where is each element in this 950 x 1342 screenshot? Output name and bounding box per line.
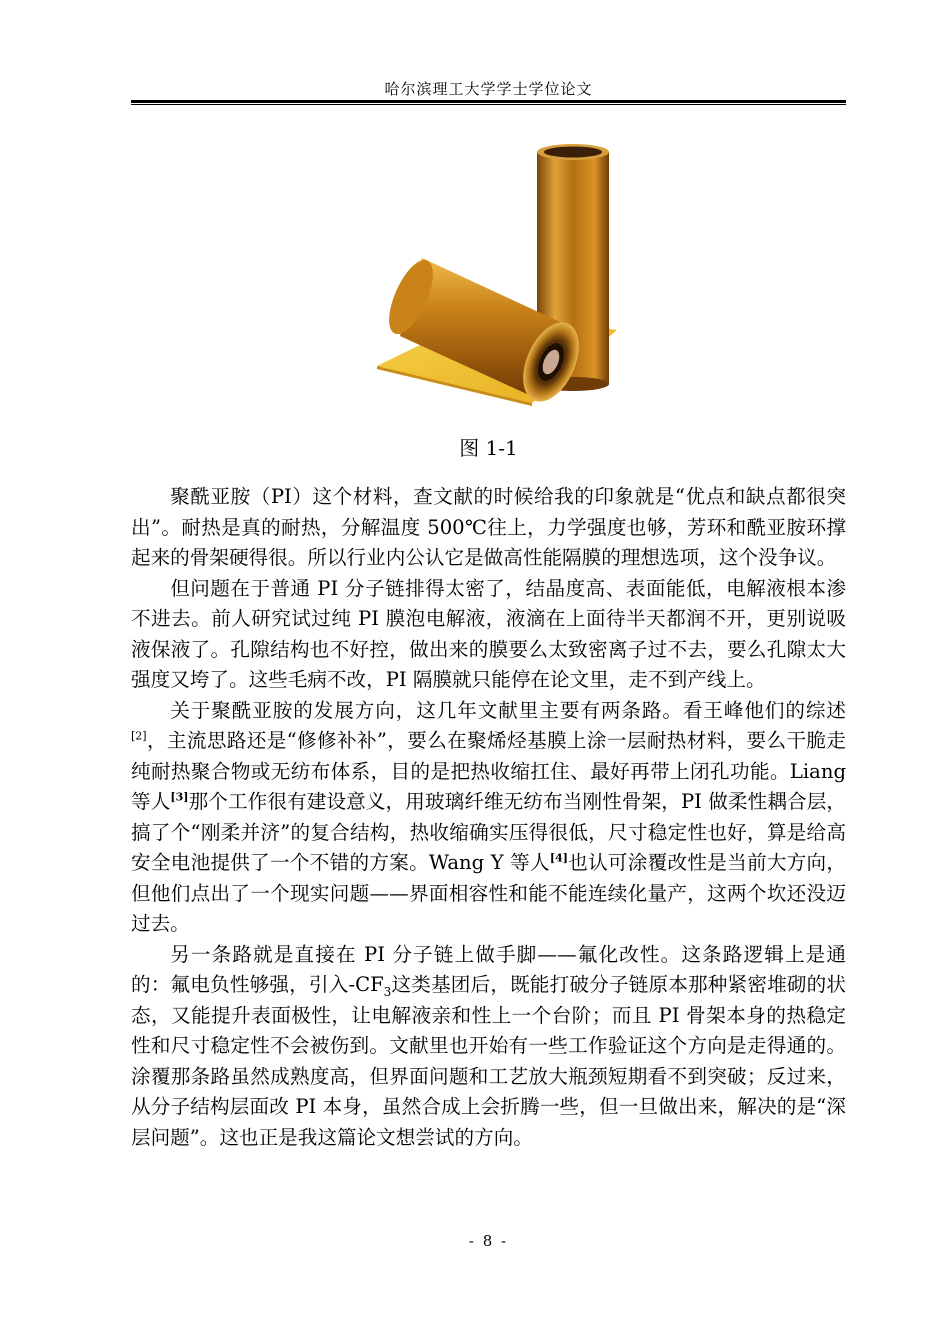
paragraph-2: 但问题在于普通 PI 分子链排得太密了，结晶度高、表面能低，电解液根本渗不进去。前人研究试过纯 PI 膜泡电解液，液滴在上面待半天都润不开，更别说吸液保液了。孔隙结构也不好控，做出来的膜要么太致密离子过不去，要么孔隙太大强度又垮了。这些毛病不改，PI 隔膜就只能停在论文里，走不到产线上。 bbox=[131, 576, 846, 691]
paragraph-3-text-c: 那个工作很有建设意义，用玻璃纤维无纺布当刚性骨架，PI 做柔性耦合层，搞了个“刚柔并济”的复合结构，热收缩确实压得很低，尺寸稳定性也好，算是给高安全电池提供了一个不错的方案。Wang Y 等人 bbox=[131, 790, 847, 874]
paragraph-4 bbox=[131, 940, 846, 1154]
header-rule bbox=[131, 100, 846, 105]
pi-film-rolls-image bbox=[372, 138, 622, 428]
paragraph-3-text-b: ，主流思路还是“修修补补”，要么在聚烯烃基膜上涂一层耐热材料，要么干脆走纯耐热聚合物或无纺布体系，目的是把热收缩扛住、最好再带上闭孔功能。Liang 等人 bbox=[131, 729, 846, 813]
citation-ref-4: [4] bbox=[549, 851, 568, 865]
citation-ref-2: [2] bbox=[131, 729, 147, 743]
paragraph-1: 聚酰亚胺（PI）这个材料，查文献的时候给我的印象就是“优点和缺点都很突出”。耐热是真的耐热，分解温度 500℃往上，力学强度也够，芳环和酰亚胺环撑起来的骨架硬得很。所以行业内公认它是做高性能隔膜的理想选项，这个没争议。 bbox=[131, 485, 846, 569]
paragraph-3 bbox=[131, 696, 846, 940]
page-number: - 8 - bbox=[468, 1232, 509, 1250]
paragraph-4-text-a: 另一条路就是直接在 PI 分子链上做手脚——氟化改性。这条路逻辑上是通的：氟电负性够强，引入-CF bbox=[131, 942, 846, 996]
paragraph-3-text-a: 关于聚酰亚胺的发展方向，这几年文献里主要有两条路。看王峰他们的综述 bbox=[170, 698, 846, 722]
figure-caption: 图 1-1 bbox=[459, 436, 518, 460]
cf3-subscript: 3 bbox=[383, 984, 392, 999]
citation-ref-3: [3] bbox=[170, 790, 189, 804]
paragraph-4-text-b: 这类基团后，既能打破分子链原本那种紧密堆砌的状态，又能提升表面极性，让电解液亲和性上一个台阶；而且 PI 骨架本身的热稳定性和尺寸稳定性不会被伤到。文献里也开始有一些工作验证这个方向是走得通的。涂覆那条路虽然成熟度高，但界面问题和工艺放大瓶颈短期看不到突破；反过来，从分子结构层面改 PI 本身，虽然合成上会折腾一些，但一旦做出来，解决的是“深层问题”。这也正是我这篇论文想尝试的方向。 bbox=[131, 973, 846, 1149]
paragraph-3-text-d: 也认可涂覆改性是当前大方向，但他们点出了一个现实问题——界面相容性和能不能连续化量产，这两个坎还没迈过去。 bbox=[131, 851, 847, 935]
running-header: 哈尔滨理工大学学士学位论文 bbox=[384, 80, 593, 98]
body-text bbox=[131, 482, 846, 1153]
